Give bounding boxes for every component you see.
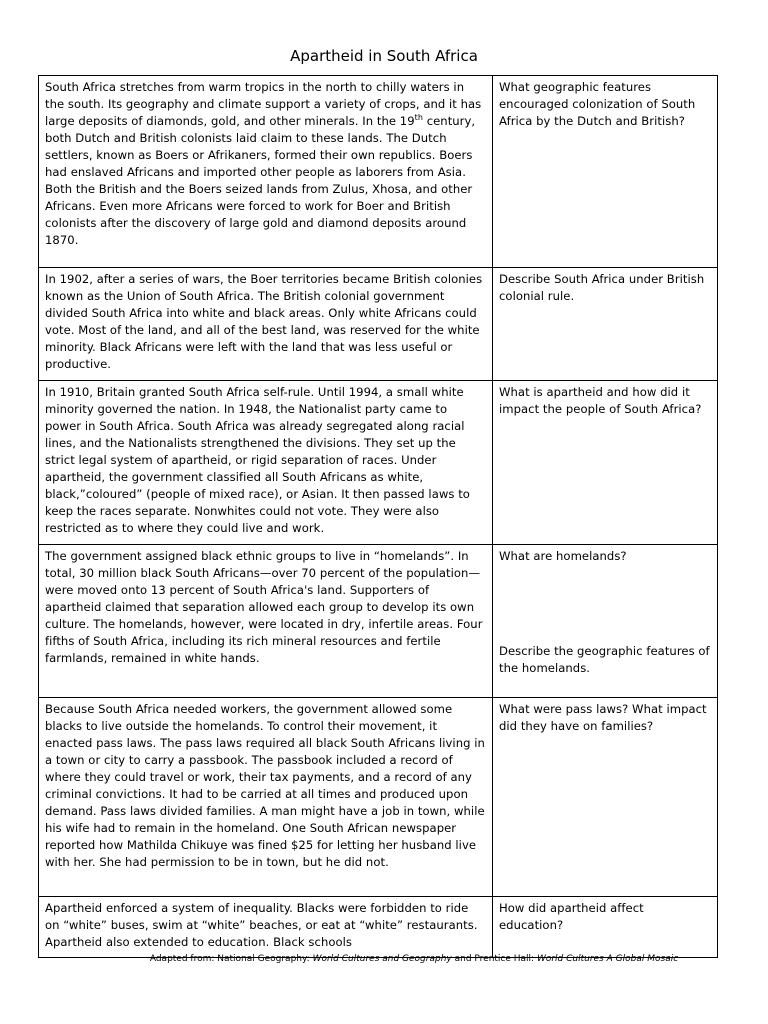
question-cell bbox=[493, 897, 718, 958]
passage-text: Apartheid enforced a system of inequality. Blacks were forbidden to ride on “white” buses, swim at “white” beaches, or eat at “white” restaurants. Apartheid also extended to education. Black schools bbox=[45, 901, 478, 949]
question-text: What geographic features encouraged colonization of South Africa by the Dutch and British? bbox=[499, 80, 696, 128]
table-row bbox=[39, 76, 718, 268]
answer-space bbox=[499, 565, 711, 643]
superscript-th: th bbox=[414, 113, 423, 123]
question-text: How did apartheid affect education? bbox=[499, 901, 644, 932]
passage-cell bbox=[39, 897, 493, 958]
table-row bbox=[39, 381, 718, 545]
passage-cell bbox=[39, 698, 493, 897]
passage-text: century, both Dutch and British colonists laid claim to these lands. The Dutch settlers, known as Boers or Afrikaners, formed their own republics. Boers had enslaved Africans and imported other people as laborers from Asia. Both the British and the Boers seized lands from Zulus, Xhosa, and other Africans. Even more Africans were forced to work for Boer and British colonists after the discovery of large gold and diamond deposits around 1870. bbox=[45, 114, 476, 247]
question-cell bbox=[493, 381, 718, 545]
table-row bbox=[39, 545, 718, 698]
table-row bbox=[39, 698, 718, 897]
question-text: What is apartheid and how did it impact the people of South Africa? bbox=[499, 385, 702, 416]
passage-text: Because South Africa needed workers, the government allowed some blacks to live outside the homelands. To control their movement, it enacted pass laws. The pass laws required all black South Africans living in a town or city to carry a passbook. The passbook included a record of where they could travel or work, their tax payments, and a record of any criminal convictions. It had to be carried at all times and produced upon demand. Pass laws divided families. A man might have a job in town, while his wife had to remain in the homeland. One South African newspaper reported how Mathilda Chikuye was fined $25 for letting her husband live with her. She had permission to be in town, but he did not. bbox=[45, 702, 485, 869]
page-title: Apartheid in South Africa bbox=[290, 47, 478, 65]
question-cell bbox=[493, 545, 718, 698]
source-citation bbox=[0, 953, 768, 965]
citation-book-1: World Cultures and Geography bbox=[312, 954, 452, 964]
passage-text: In 1902, after a series of wars, the Boer territories became British colonies known as the Union of South Africa. The British colonial government divided South Africa into white and black areas. Only white Africans could vote. Most of the land, and all of the best land, was reserved for the white minority. Black Africans were left with the land that was less useful or productive. bbox=[45, 272, 483, 371]
passage-cell bbox=[39, 545, 493, 698]
table-row bbox=[39, 897, 718, 958]
question-cell bbox=[493, 698, 718, 897]
passage-cell bbox=[39, 268, 493, 381]
question-text: What were pass laws? What impact did they have on families? bbox=[499, 702, 707, 733]
passage-cell bbox=[39, 381, 493, 545]
passage-text: South Africa stretches from warm tropics in the north to chilly waters in the south. Its geography and climate support a variety of crops, and it has large deposits of diamonds, gold, and other minerals. In the 19 bbox=[45, 80, 482, 128]
worksheet-table bbox=[38, 75, 718, 958]
table-row bbox=[39, 268, 718, 381]
citation-middle: and Prentice Hall: bbox=[451, 954, 537, 964]
passage-text: The government assigned black ethnic groups to live in “homelands”. In total, 30 million black South Africans—over 70 percent of the population—were moved onto 13 percent of South Africa's land. Supporters of apartheid claimed that separation allowed each group to develop its own culture. The homelands, however, were located in dry, infertile areas. Four fifths of South Africa, including its rich mineral resources and fertile farmlands, remained in white hands. bbox=[45, 549, 483, 665]
passage-cell bbox=[39, 76, 493, 268]
question-cell bbox=[493, 76, 718, 268]
question-text-2: Describe the geographic features of the homelands. bbox=[499, 644, 710, 675]
question-cell bbox=[493, 268, 718, 381]
question-text: What are homelands? bbox=[499, 549, 627, 563]
passage-text: In 1910, Britain granted South Africa self-rule. Until 1994, a small white minority governed the nation. In 1948, the Nationalist party came to power in South Africa. South Africa was already segregated along racial lines, and the Nationalists strengthened the divisions. They set up the strict legal system of apartheid, or rigid separation of races. Under apartheid, the government classified all South Africans as white, black,”coloured” (people of mixed race), or Asian. It then passed laws to keep the races separate. Nonwhites could not vote. They were also restricted as to where they could live and work. bbox=[45, 385, 470, 535]
question-text: Describe South Africa under British colonial rule. bbox=[499, 272, 705, 303]
citation-prefix: Adapted from: National Geography: bbox=[149, 954, 313, 964]
citation-book-2: World Cultures A Global Mosaic bbox=[536, 954, 679, 964]
